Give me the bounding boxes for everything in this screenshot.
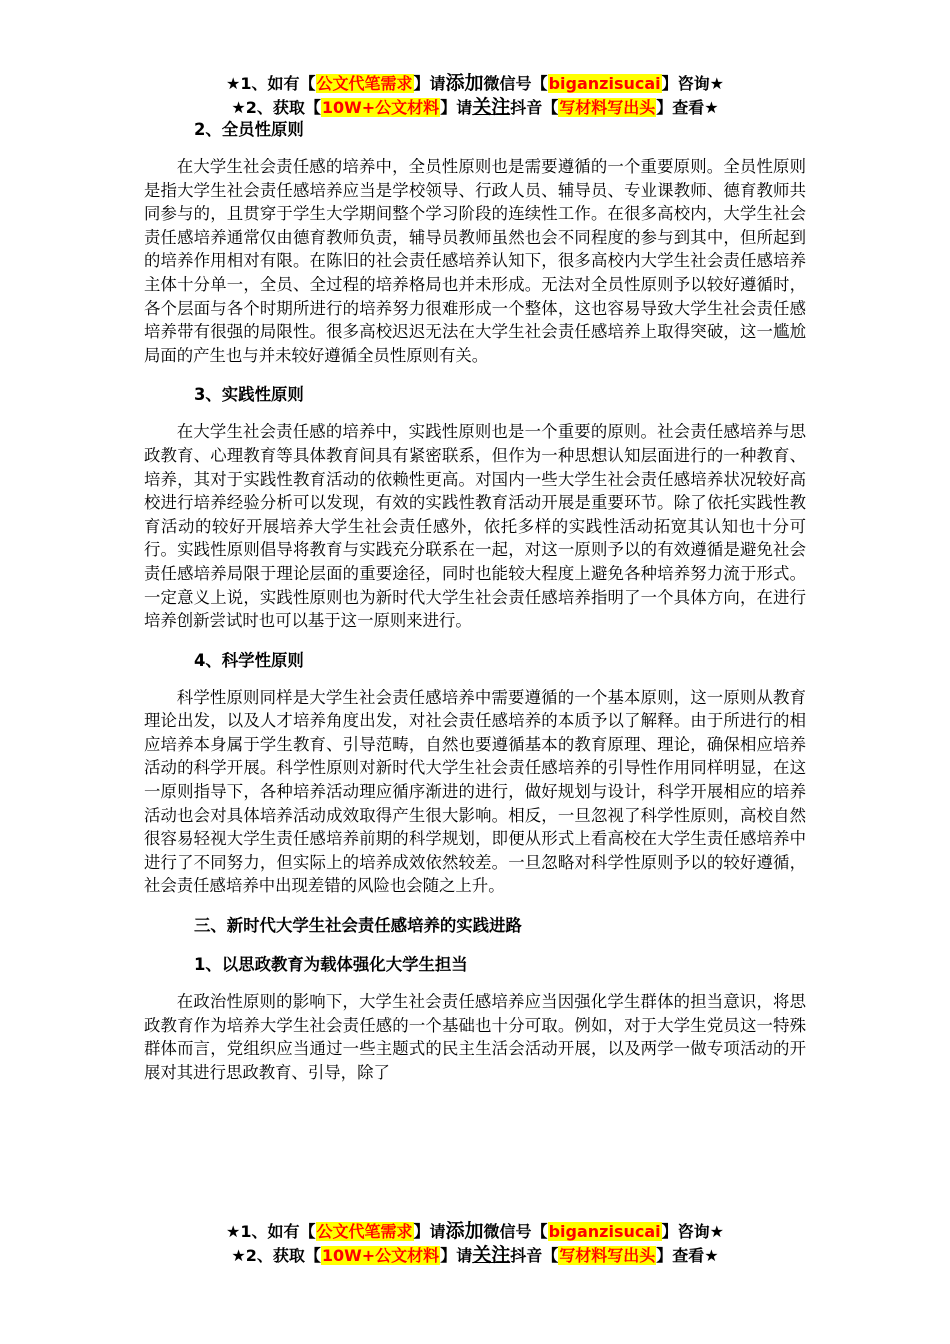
banner-text: 】请 (413, 1222, 446, 1241)
banner-text-large: 关注 (472, 1244, 511, 1266)
section-heading: 3、实践性原则 (194, 385, 304, 405)
banner-text-large: 添加 (445, 1220, 484, 1242)
bottom-banner-line-1 (0, 1220, 950, 1243)
banner-text: ★2、获取【 (231, 98, 321, 117)
section-heading: 4、科学性原则 (194, 650, 304, 670)
banner-text: 抖音【 (510, 1246, 559, 1265)
banner-text: 】请 (440, 98, 473, 117)
top-banner-line-1 (0, 72, 950, 95)
banner-text: 】请 (440, 1246, 473, 1265)
body-paragraph: 在政治性原则的影响下，大学生社会责任感培养应当因强化学生群体的担当意识，将思政教育作为培养大学生社会责任感的一个基础也十分可取。例如，对于大学生党员这一特殊群体而言，党组织应当通过一些主题式的民主生活会活动开展，以及两学一做专项活动的开展对其进行思政教育、引导，除了 (144, 992, 806, 1082)
banner-text: ★1、如有【 (226, 74, 316, 93)
body-paragraph: 在大学生社会责任感的培养中，全员性原则也是需要遵循的一个重要原则。全员性原则是指大学生社会责任感培养应当是学校领导、行政人员、辅导员、专业课教师、德育教师共同参与的，且贯穿于学生大学期间整个学习阶段的连续性工作。在很多高校内，大学生社会责任感培养通常仅由德育教师负责，辅导员教师虽然也会不同程度的参与到其中，但所起到的培养作用相对有限。在陈旧的社会责任感培养认知下，很多高校内大学生社会责任感培养主体十分单一，全员、全过程的培养格局也并未形成。无法对全员性原则予以较好遵循时，各个层面与各个时期所进行的培养努力很难形成一个整体，这也容易导致大学生社会责任感培养带有很强的局限性。很多高校迟迟无法在大学生社会责任感培养上取得突破，这一尴尬局面的产生也与并未较好遵循全员性原则有关。 (144, 157, 806, 365)
banner-text: ★2、获取【 (231, 1246, 321, 1265)
banner-text: 】请 (413, 74, 446, 93)
banner-text: 微信号【 (483, 74, 548, 93)
banner-highlight: 公文代笔需求 (316, 74, 413, 93)
banner-wechat-id: biganzisucai (548, 74, 661, 93)
banner-text-large: 关注 (472, 96, 511, 118)
banner-text: 】查看★ (656, 98, 719, 117)
body-paragraph: 在大学生社会责任感的培养中，实践性原则也是一个重要的原则。社会责任感培养与思政教育、心理教育等具体教育间具有紧密联系，但作为一种思想认知层面进行的一种教育、培养，其对于实践性教育活动的依赖性更高。对国内一些大学生社会责任感培养状况较好高校进行培养经验分析可以发现，有效的实践性教育活动开展是重要环节。除了依托实践性教育活动的较好开展培养大学生社会责任感外，依托多样的实践性活动拓宽其认知也十分可行。实践性原则倡导将教育与实践充分联系在一起，对这一原则予以的有效遵循是避免社会责任感培养局限于理论层面的重要途径，同时也能较大程度上避免各种培养努力流于形式。一定意义上说，实践性原则也为新时代大学生社会责任感培养指明了一个具体方向，在进行培养创新尝试时也可以基于这一原则来进行。 (144, 422, 806, 631)
banner-wechat-id: biganzisucai (548, 1222, 661, 1241)
banner-text: 抖音【 (510, 98, 559, 117)
banner-text: 微信号【 (483, 1222, 548, 1241)
banner-text: 】咨询★ (661, 1222, 724, 1241)
body-paragraph: 科学性原则同样是大学生社会责任感培养中需要遵循的一个基本原则，这一原则从教育理论出发，以及人才培养角度出发，对社会责任感培养的本质予以了解释。由于所进行的相应培养本身属于学生教育、引导范畴，自然也要遵循基本的教育原理、理论，确保相应培养活动的科学开展。科学性原则对新时代大学生社会责任感培养的引导性作用同样明显，在这一原则指导下，各种培养活动理应循序渐进的进行，做好规划与设计，科学开展相应的培养活动也会对具体培养活动成效取得产生很大影响。相反，一旦忽视了科学性原则，高校自然很容易轻视大学生责任感培养前期的科学规划，即便从形式上看高校在大学生责任感培养中进行了不同努力，但实际上的培养成效依然较差。一旦忽略对科学性原则予以的较好遵循，社会责任感培养中出现差错的风险也会随之上升。 (144, 687, 806, 896)
banner-text: 】咨询★ (661, 74, 724, 93)
banner-douyin-id: 写材料写出头 (559, 1246, 656, 1265)
section-heading: 2、全员性原则 (194, 120, 304, 139)
document-body (144, 116, 806, 1098)
chapter-heading: 三、新时代大学生社会责任感培养的实践进路 (194, 916, 522, 936)
banner-highlight: 10W+公文材料 (321, 1246, 440, 1265)
banner-highlight: 10W+公文材料 (321, 98, 440, 117)
banner-text-large: 添加 (445, 72, 484, 94)
bottom-banner-line-2 (0, 1244, 950, 1267)
section-heading: 1、以思政教育为载体强化大学生担当 (194, 955, 468, 975)
banner-text: 】查看★ (656, 1246, 719, 1265)
banner-douyin-id: 写材料写出头 (559, 98, 656, 117)
banner-highlight: 公文代笔需求 (316, 1222, 413, 1241)
banner-text: ★1、如有【 (226, 1222, 316, 1241)
